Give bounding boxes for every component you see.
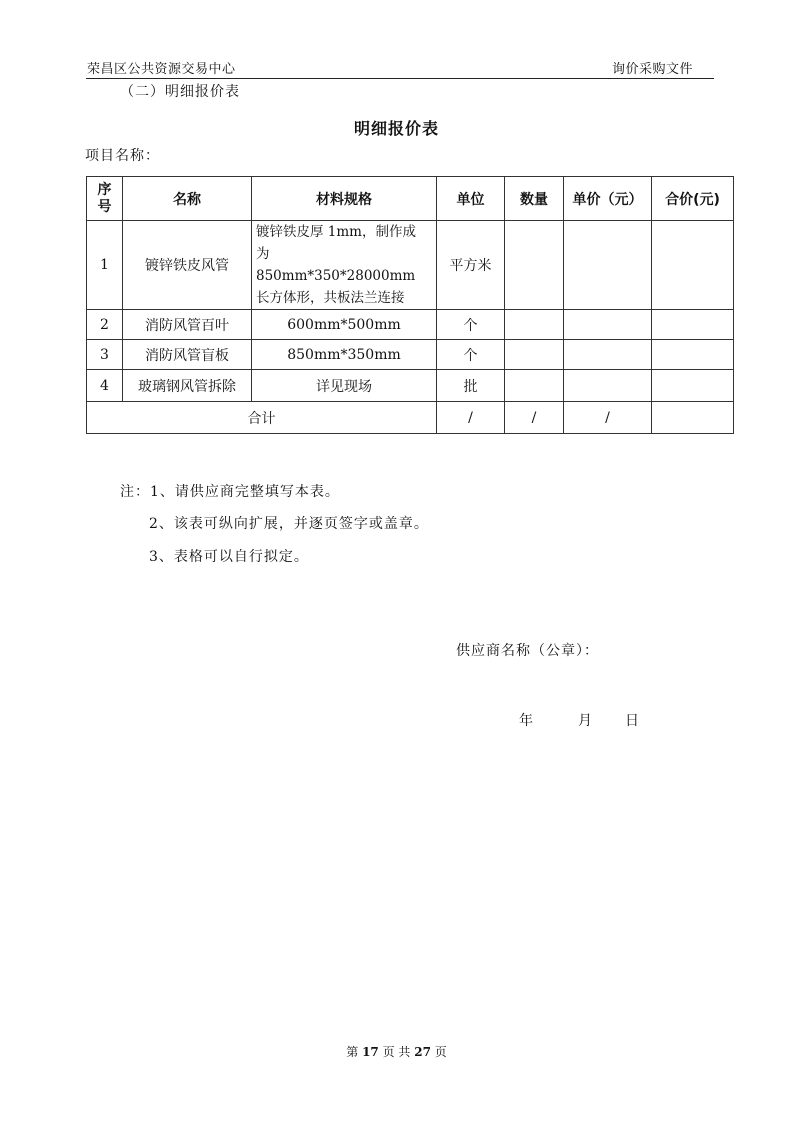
table-row — [87, 221, 734, 310]
section-title: （二）明细报价表 — [120, 84, 240, 100]
cell-unit: 批 — [437, 370, 505, 402]
sum-qty: / — [505, 402, 564, 434]
cell-qty[interactable] — [505, 370, 564, 402]
cell-total[interactable] — [652, 370, 734, 402]
col-header-spec: 材料规格 — [252, 177, 437, 221]
col-header-price: 单价（元） — [564, 177, 652, 221]
cell-qty[interactable] — [505, 310, 564, 340]
sum-row — [87, 402, 734, 434]
cell-spec — [252, 221, 437, 310]
col-header-seq-line1: 序 — [97, 181, 112, 198]
table-header-row — [87, 177, 734, 221]
note-2: 2、该表可纵向扩展，并逐页签字或盖章。 — [149, 516, 429, 532]
footer-prefix: 第 — [346, 1045, 363, 1059]
cell-unit: 个 — [437, 310, 505, 340]
header-divider — [86, 78, 714, 79]
cell-price[interactable] — [564, 370, 652, 402]
col-header-qty: 数量 — [505, 177, 564, 221]
page-footer — [0, 1043, 793, 1060]
cell-qty[interactable] — [505, 221, 564, 310]
cell-spec-line: 镀锌铁皮厚 1mm，制作成 — [256, 224, 416, 240]
cell-name: 玻璃钢风管拆除 — [123, 370, 252, 402]
col-header-unit: 单位 — [437, 177, 505, 221]
col-header-seq-line2: 号 — [97, 198, 112, 215]
cell-seq: 1 — [87, 221, 123, 310]
cell-spec-line: 长方体形，共板法兰连接 — [256, 290, 405, 306]
note-3: 3、表格可以自行拟定。 — [149, 549, 309, 565]
date-day: 日 — [625, 713, 639, 729]
sum-price: / — [564, 402, 652, 434]
cell-spec: 600mm*500mm — [252, 310, 437, 340]
footer-total-pages: 27 — [414, 1045, 431, 1059]
date-year: 年 — [519, 713, 533, 729]
cell-spec: 850mm*350mm — [252, 340, 437, 370]
supplier-name-label: 供应商名称（公章）： — [456, 643, 599, 659]
date-month: 月 — [578, 713, 592, 729]
cell-price[interactable] — [564, 340, 652, 370]
cell-name: 镀锌铁皮风管 — [123, 221, 252, 310]
cell-qty[interactable] — [505, 340, 564, 370]
table-row — [87, 370, 734, 402]
page-title: 明细报价表 — [353, 119, 439, 138]
project-name-label: 项目名称： — [85, 148, 160, 164]
cell-seq: 3 — [87, 340, 123, 370]
header-left-org: 荣昌区公共资源交易中心 — [87, 62, 236, 77]
cell-seq: 4 — [87, 370, 123, 402]
cell-unit: 个 — [437, 340, 505, 370]
cell-spec: 详见现场 — [252, 370, 437, 402]
cell-name: 消防风管百叶 — [123, 310, 252, 340]
cell-seq: 2 — [87, 310, 123, 340]
col-header-total: 合价(元) — [652, 177, 734, 221]
footer-suffix: 页 — [430, 1045, 447, 1059]
cell-unit: 平方米 — [437, 221, 505, 310]
col-header-seq — [87, 177, 123, 221]
cell-price[interactable] — [564, 221, 652, 310]
quote-table — [86, 176, 734, 434]
header-right-doc-type: 询价采购文件 — [612, 62, 694, 77]
footer-mid: 页 共 — [378, 1045, 415, 1059]
cell-name: 消防风管盲板 — [123, 340, 252, 370]
note-1: 注：1、请供应商完整填写本表。 — [120, 484, 340, 500]
table-row — [87, 340, 734, 370]
cell-total[interactable] — [652, 340, 734, 370]
cell-total[interactable] — [652, 221, 734, 310]
table-row — [87, 310, 734, 340]
col-header-name: 名称 — [123, 177, 252, 221]
sum-unit: / — [437, 402, 505, 434]
cell-spec-line: 为 850mm*350*28000mm — [256, 246, 416, 284]
footer-page-number: 17 — [362, 1045, 379, 1059]
sum-label: 合计 — [87, 402, 437, 434]
cell-price[interactable] — [564, 310, 652, 340]
cell-total[interactable] — [652, 310, 734, 340]
sum-total[interactable] — [652, 402, 734, 434]
